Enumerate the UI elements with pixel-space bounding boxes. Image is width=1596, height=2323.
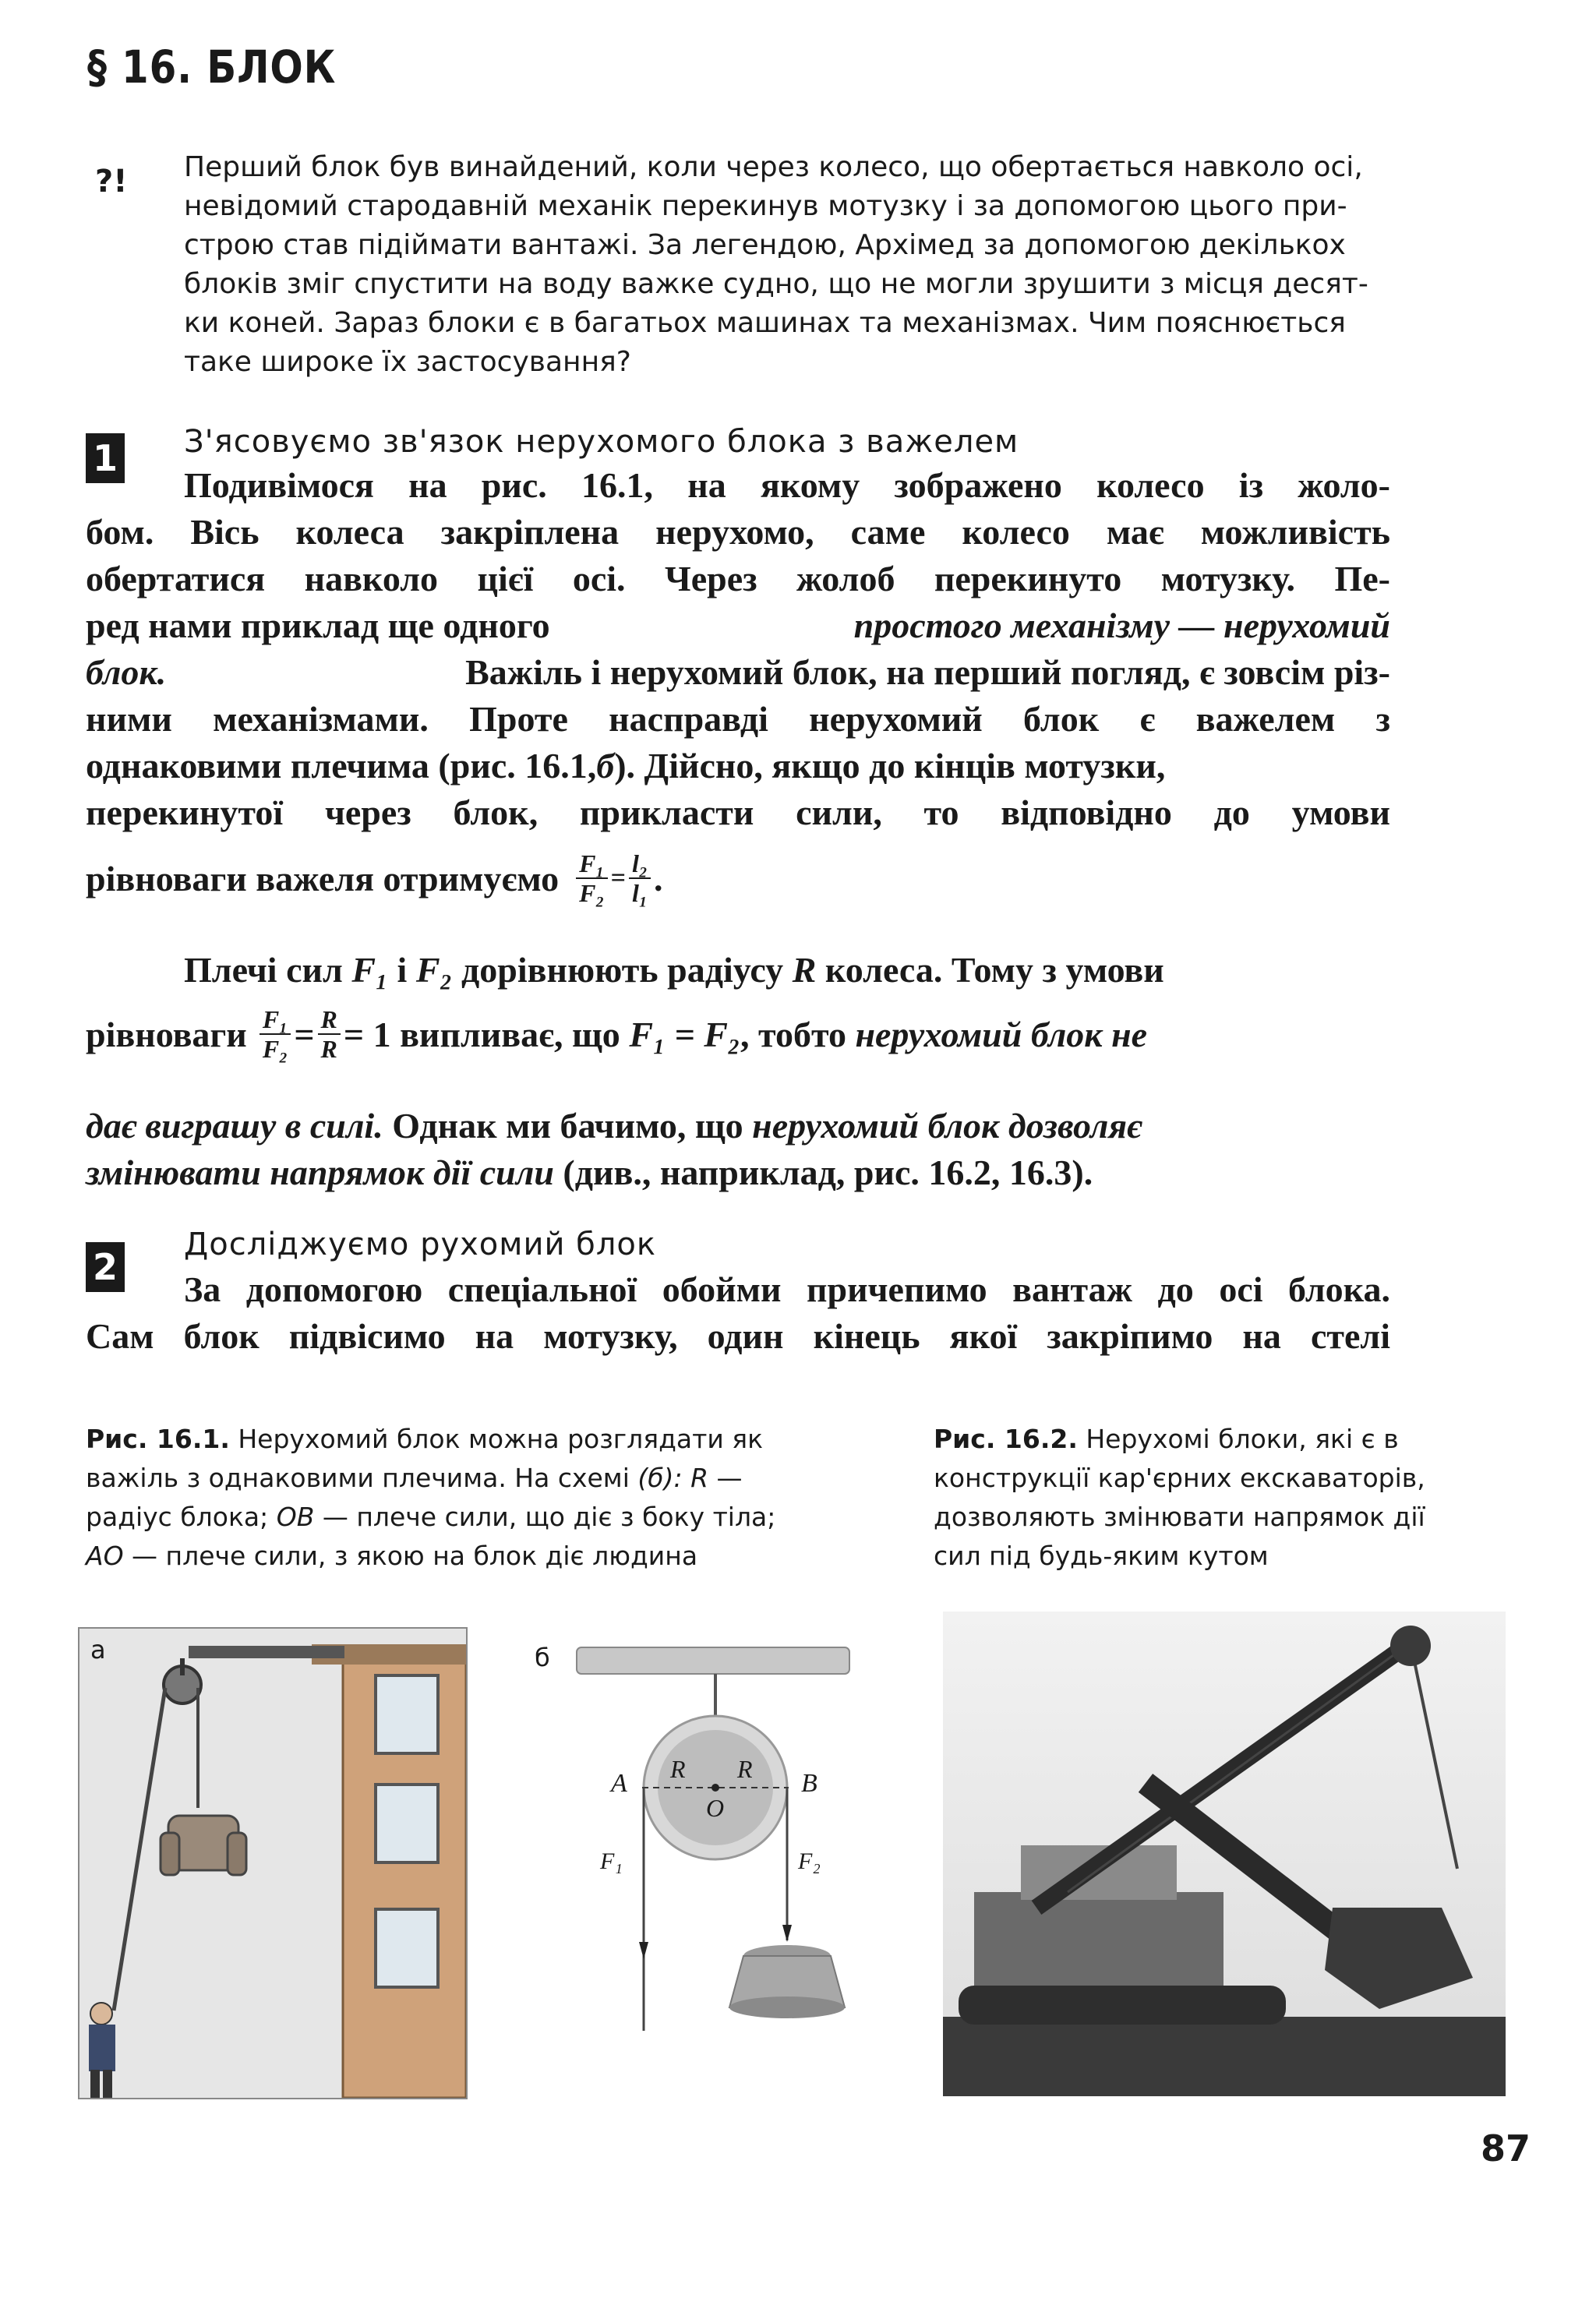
caption-text: — плече сили, що діє з боку тіла; [314, 1502, 776, 1532]
intro-line: ки коней. Зараз блоки є в багатьох машинах та механізмах. Чим пояснюється [184, 307, 1346, 339]
period: . [654, 858, 663, 898]
numerator: R [318, 1005, 341, 1035]
caption-text: — плече сили, з якою на блок діє людина [123, 1541, 698, 1571]
text-run-italic: дає виграшу в силі. [86, 1106, 383, 1146]
fixed-pulley-illustration [79, 1629, 466, 2098]
force-label-f2: F₂ [798, 1848, 821, 1874]
figure-16-1b [530, 1635, 865, 2071]
denominator: R [320, 1035, 337, 1063]
numerator: F₁ [576, 849, 608, 879]
text-run-italic: нерухомий блок не [855, 1014, 1148, 1054]
intro-line: таке широке їх застосування? [184, 346, 631, 378]
denominator: l₁ [631, 879, 648, 907]
body-line [86, 1105, 1390, 1146]
numerator: l₂ [629, 849, 651, 879]
text-run: рівноваги [86, 1014, 247, 1054]
point-label-a: A [611, 1769, 627, 1798]
text-run: ). Дійсно, якщо до кінців мотузки, [614, 746, 1166, 786]
text-run-italic: нерухомий блок дозволяє [752, 1106, 1142, 1146]
intro-paragraph [184, 148, 1384, 382]
text-run: , тобто [740, 1014, 856, 1054]
fraction [260, 1005, 291, 1063]
caption-italic: AO [86, 1541, 124, 1571]
caption-text: важіль з однаковими плечима. На схемі [86, 1463, 638, 1493]
formula-line [86, 1005, 1147, 1063]
caption-text: сил під будь-яким кутом [934, 1541, 1269, 1571]
center-label: O [706, 1794, 725, 1822]
formula-line [86, 849, 663, 907]
figure-caption-16-2 [934, 1420, 1479, 1576]
page-number: 87 [1481, 2127, 1531, 2169]
math-var: F₁ [351, 950, 389, 990]
text-run: дорівнюють радіусу [452, 950, 793, 990]
body-line [184, 949, 1164, 990]
caption-text: Нерухомий блок можна розглядати як [229, 1424, 764, 1454]
intro-line: строю став підіймати вантажі. За легендою, Архімед за допомогою декількох [184, 229, 1346, 261]
body-line: Сам блок підвісимо на мотузку, один кінець якої закріпимо на стелі [86, 1316, 1390, 1356]
denominator: F₂ [579, 879, 605, 907]
caption-label: Рис. 16.1. [86, 1424, 230, 1454]
text-run: випливає, що [390, 1014, 630, 1054]
body-line [86, 605, 1390, 646]
body-line [86, 745, 1390, 786]
figure-caption-16-1 [86, 1420, 865, 1576]
figure-label-a: а [90, 1635, 106, 1665]
caption-text: конструкції кар'єрних екскаваторів, [934, 1463, 1425, 1493]
text-run: колеса. Тому з умови [816, 950, 1164, 990]
intro-line: блоків зміг спустити на воду важке судно, що не могли зрушити з місця десят- [184, 268, 1368, 300]
section-number-badge: 2 [86, 1242, 125, 1292]
body-line: обертатися навколо цієї осі. Через жолоб перекинуто мотузку. Пе- [86, 559, 1390, 598]
math-var: F₂ [415, 950, 453, 990]
text-run-italic: змінювати напрямок дії сили [86, 1153, 554, 1192]
body-line: За допомогою спеціальної обойми причепимо вантаж до осі блока. [184, 1269, 1390, 1309]
question-mark-icon: ?! [95, 164, 128, 199]
text-run-italic: б [596, 746, 615, 786]
equals-sign: = [610, 863, 626, 892]
caption-text: радіус блока; [86, 1502, 277, 1532]
section-heading: Досліджуємо рухомий блок [184, 1227, 657, 1262]
equals-one: = 1 [343, 1014, 391, 1054]
section-number-badge: 1 [86, 433, 125, 483]
caption-italic: OB [276, 1502, 315, 1532]
caption-text: — [708, 1463, 743, 1493]
text-run: Плечі сил [184, 950, 352, 990]
body-line [86, 651, 1390, 693]
text-run: і [388, 950, 416, 990]
math-var: R [792, 950, 817, 990]
equals-sign: = [294, 1014, 315, 1054]
text-run: (див., наприклад, рис. 16.2, 16.3). [553, 1153, 1093, 1192]
caption-italic: (б): R [637, 1463, 708, 1493]
figure-label-b: б [535, 1643, 550, 1672]
force-label-f1: F₁ [600, 1848, 623, 1874]
fraction [576, 849, 608, 907]
radius-label: R [737, 1755, 753, 1783]
body-line [86, 1152, 1390, 1193]
radius-label: R [670, 1755, 686, 1783]
section-heading: З'ясовуємо зв'язок нерухомого блока з важелем [184, 424, 1019, 460]
fraction [629, 849, 651, 907]
page-title: § 16. БЛОК [87, 41, 337, 94]
caption-label: Рис. 16.2. [934, 1424, 1078, 1454]
point-label-b: B [801, 1769, 817, 1798]
text-run-italic: простого механізму — нерухомий [853, 605, 1390, 645]
figure-16-1a [78, 1627, 468, 2099]
caption-text: дозволяють змінювати напрямок дії [934, 1502, 1425, 1532]
intro-line: Перший блок був винайдений, коли через колесо, що обертається навколо осі, [184, 151, 1363, 183]
text-run: ред нами приклад ще одного [86, 605, 550, 645]
caption-text: Нерухомі блоки, які є в [1077, 1424, 1399, 1454]
text-run: рівноваги важеля отримуємо [86, 858, 560, 898]
text-run: Важіль і нерухомий блок, на перший погляд, є зовсім різ- [465, 652, 1390, 692]
math-expression: F₁ = F₂ [629, 1014, 740, 1054]
body-line: Подивімося на рис. 16.1, на якому зображено колесо із жоло- [184, 465, 1390, 505]
denominator: F₂ [262, 1035, 288, 1063]
body-line: перекинутої через блок, прикласти сили, то відповідно до умови [86, 793, 1390, 832]
body-line: бом. Вісь колеса закріплена нерухомо, саме колесо має можливість [86, 512, 1390, 552]
text-run: однаковими плечима (рис. 16.1, [86, 746, 597, 786]
excavator-illustration [943, 1612, 1506, 2096]
figure-16-2-excavator-photo [943, 1612, 1506, 2096]
text-run-italic: блок. [86, 652, 167, 692]
text-run: Однак ми бачимо, що [383, 1106, 753, 1146]
numerator: F₁ [260, 1005, 291, 1035]
body-line: ними механізмами. Проте насправді нерухомий блок є важелем з [86, 699, 1390, 739]
fraction [318, 1005, 341, 1063]
intro-line: невідомий стародавній механік перекинув мотузку і за допомогою цього при- [184, 190, 1347, 222]
